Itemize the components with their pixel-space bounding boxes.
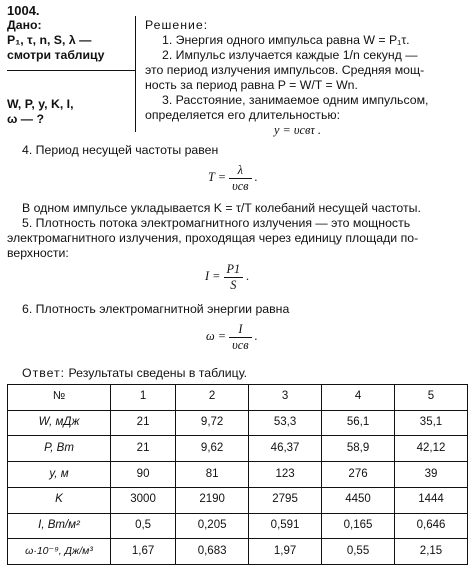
table-row	[8, 462, 468, 488]
table-cell: 42,12	[395, 436, 468, 462]
row-label: K	[8, 487, 111, 513]
table-cell: 9,62	[176, 436, 249, 462]
table-header-cell: 1	[111, 385, 176, 411]
formula-intensity: I = $\frac{P1}{S}$ .	[205, 262, 250, 292]
step-1: 1. Энергия одного импульса равна W = P₁τ.	[162, 33, 410, 47]
row-label: P, Вт	[8, 436, 111, 462]
row-label: I, Вт/м²	[8, 513, 111, 539]
step-4: 4. Период несущей частоты равен	[22, 143, 219, 157]
formula-y: y = υсвτ .	[274, 123, 321, 137]
step-2-line-3: ность за период равна P = W/T = Wn.	[145, 78, 358, 92]
table-header-cell: 3	[249, 385, 322, 411]
table-cell: 0,683	[176, 539, 249, 565]
given-label: Дано:	[7, 18, 42, 32]
formula-period: T = $\frac{\lambda}{\text{υсв}}$ .	[208, 163, 258, 193]
given-divider-vertical	[135, 16, 136, 132]
table-cell: 21	[111, 410, 176, 436]
table-cell: 4450	[322, 487, 395, 513]
table-cell: 0,55	[322, 539, 395, 565]
find-line-1: W, P, y, K, I,	[7, 97, 74, 111]
table-row	[8, 513, 468, 539]
table-cell: 9,72	[176, 410, 249, 436]
table-cell: 56,1	[322, 410, 395, 436]
step-3-line-2: определяется его длительностью:	[145, 108, 340, 122]
results-table	[7, 384, 468, 565]
table-header-cell: 5	[395, 385, 468, 411]
step-2-line-1: 2. Импульс излучается каждые 1/n секунд —	[162, 48, 418, 62]
table-cell: 2190	[176, 487, 249, 513]
table-cell: 0,646	[395, 513, 468, 539]
step-2-line-2: это период излучения импульсов. Средняя мощ-	[145, 63, 425, 77]
table-cell: 90	[111, 462, 176, 488]
table-cell: 2795	[249, 487, 322, 513]
step-5-line-3: верхности:	[7, 246, 69, 260]
formula-energy-density: ω = $\frac{I}{\text{υсв}}$ .	[206, 322, 258, 352]
table-cell: 0,591	[249, 513, 322, 539]
table-header-cell: №	[8, 385, 111, 411]
answer-text: Результаты сведены в таблицу.	[68, 366, 248, 380]
table-cell: 3000	[111, 487, 176, 513]
table-row	[8, 436, 468, 462]
row-label: ω·10⁻⁹, Дж/м³	[8, 539, 111, 565]
table-row	[8, 487, 468, 513]
answer	[22, 366, 247, 381]
step-5-line-1: 5. Плотность потока электромагнитного излучения — это мощность	[22, 216, 411, 230]
given-line-1: P₁, τ, n, S, λ —	[7, 33, 92, 47]
table-cell: 276	[322, 462, 395, 488]
table-row	[8, 410, 468, 436]
answer-label: Ответ:	[22, 366, 66, 380]
table-cell: 58,9	[322, 436, 395, 462]
table-cell: 53,3	[249, 410, 322, 436]
step-4-line-2: В одном импульсе укладывается K = τ/T колебаний несущей частоты.	[22, 201, 421, 215]
find-line-2: ω — ?	[7, 112, 45, 126]
step-5-line-2: электромагнитного излучения, проходящая через единицу площади по-	[7, 231, 419, 245]
table-cell: 81	[176, 462, 249, 488]
table-cell: 1,67	[111, 539, 176, 565]
table-cell: 46,37	[249, 436, 322, 462]
problem-number: 1004.	[7, 3, 40, 18]
given-divider-horizontal	[7, 70, 136, 71]
table-row	[8, 539, 468, 565]
table-cell: 0,165	[322, 513, 395, 539]
table-header-row	[8, 385, 468, 411]
step-3-line-1: 3. Расстояние, занимаемое одним импульсом,	[162, 93, 429, 107]
row-label: W, мДж	[8, 410, 111, 436]
table-cell: 1,97	[249, 539, 322, 565]
row-label: y, м	[8, 462, 111, 488]
table-cell: 21	[111, 436, 176, 462]
table-header-cell: 2	[176, 385, 249, 411]
table-header-cell: 4	[322, 385, 395, 411]
table-cell: 1444	[395, 487, 468, 513]
table-cell: 39	[395, 462, 468, 488]
given-line-2: смотри таблицу	[7, 48, 105, 62]
table-cell: 35,1	[395, 410, 468, 436]
table-cell: 123	[249, 462, 322, 488]
table-cell: 0,205	[176, 513, 249, 539]
table-cell: 0,5	[111, 513, 176, 539]
solution-heading: Решение:	[145, 18, 209, 32]
table-cell: 2,15	[395, 539, 468, 565]
step-6: 6. Плотность электромагнитной энергии равна	[22, 302, 290, 316]
